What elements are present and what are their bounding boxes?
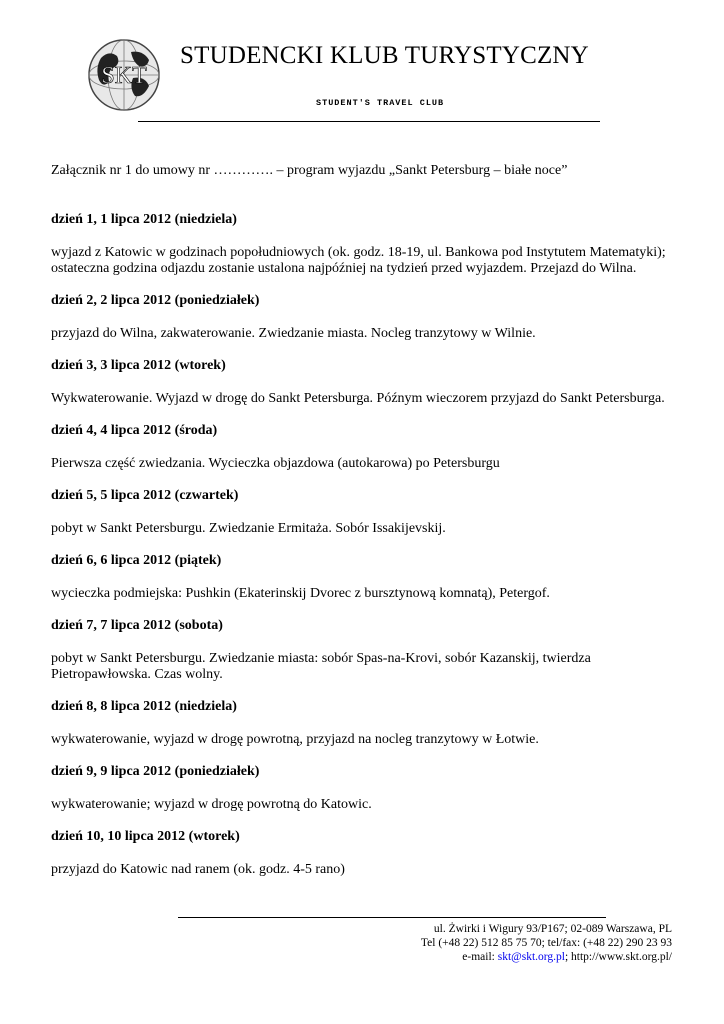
footer-contact bbox=[421, 922, 672, 964]
footer-address: ul. Żwirki i Wigury 93/P167; 02-089 Warszawa, PL bbox=[433, 923, 672, 935]
email-link[interactable]: skt@skt.org.pl bbox=[497, 951, 565, 963]
day-heading: dzień 6, 6 lipca 2012 (piątek) bbox=[51, 553, 222, 568]
day-description: wykwaterowanie; wyjazd w drogę powrotną do Katowic. bbox=[51, 797, 372, 812]
day-heading: dzień 10, 10 lipca 2012 (wtorek) bbox=[51, 829, 240, 844]
club-title: STUDENCKI KLUB TURYSTYCZNY bbox=[180, 42, 589, 69]
day-heading: dzień 3, 3 lipca 2012 (wtorek) bbox=[51, 358, 226, 373]
logo-lettering: SKT bbox=[101, 63, 147, 89]
day-heading: dzień 1, 1 lipca 2012 (niedziela) bbox=[51, 212, 237, 227]
day-heading: dzień 4, 4 lipca 2012 (środa) bbox=[51, 423, 218, 438]
day-description: wykwaterowanie, wyjazd w drogę powrotną, przyjazd na nocleg tranzytowy w Łotwie. bbox=[51, 732, 539, 747]
day-description: Wykwaterowanie. Wyjazd w drogę do Sankt Petersburga. Późnym wieczorem przyjazd do Sankt Petersburga. bbox=[51, 391, 665, 406]
footer-email-line bbox=[421, 950, 672, 964]
day-heading: dzień 9, 9 lipca 2012 (poniedziałek) bbox=[51, 764, 260, 779]
day-description: wyjazd z Katowic w godzinach popołudniowych (ok. godz. 18-19, ul. Bankowa pod Instytutem Matematyki); ostateczna godzina odjazdu zostanie ustalona najpóźniej na tydzień przed wyjazdem. Przejazd do Wilna. bbox=[51, 245, 666, 276]
skt-globe-logo bbox=[87, 38, 161, 112]
intro-line: Załącznik nr 1 do umowy nr …………. – program wyjazdu „Sankt Petersburg – białe noce” bbox=[51, 163, 568, 178]
day-description: przyjazd do Katowic nad ranem (ok. godz. 4-5 rano) bbox=[51, 862, 345, 877]
day-description: pobyt w Sankt Petersburgu. Zwiedzanie Ermitaża. Sobór Issakijevskij. bbox=[51, 521, 446, 536]
document-body bbox=[51, 163, 671, 894]
day-description: Pierwsza część zwiedzania. Wycieczka objazdowa (autokarowa) po Petersburgu bbox=[51, 456, 500, 471]
day-description: wycieczka podmiejska: Pushkin (Ekaterinskij Dvorec z bursztynową komnatą), Petergof. bbox=[51, 586, 550, 601]
club-subtitle: STUDENT'S TRAVEL CLUB bbox=[316, 98, 445, 108]
footer-phone: Tel (+48 22) 512 85 75 70; tel/fax: (+48 22) 290 23 93 bbox=[420, 937, 672, 949]
footer-divider bbox=[178, 917, 606, 918]
header-divider bbox=[138, 121, 600, 122]
email-label: e-mail: bbox=[462, 951, 498, 963]
day-heading: dzień 7, 7 lipca 2012 (sobota) bbox=[51, 618, 223, 633]
day-description: pobyt w Sankt Petersburgu. Zwiedzanie miasta: sobór Spas-na-Krovi, sobór Kazanskij, twierdza Pietropawłowska. Czas wolny. bbox=[51, 651, 591, 682]
day-heading: dzień 2, 2 lipca 2012 (poniedziałek) bbox=[51, 293, 260, 308]
day-description: przyjazd do Wilna, zakwaterowanie. Zwiedzanie miasta. Nocleg tranzytowy w Wilnie. bbox=[51, 326, 536, 341]
day-heading: dzień 8, 8 lipca 2012 (niedziela) bbox=[51, 699, 237, 714]
website-text: ; http://www.skt.org.pl/ bbox=[564, 951, 672, 963]
day-heading: dzień 5, 5 lipca 2012 (czwartek) bbox=[51, 488, 239, 503]
